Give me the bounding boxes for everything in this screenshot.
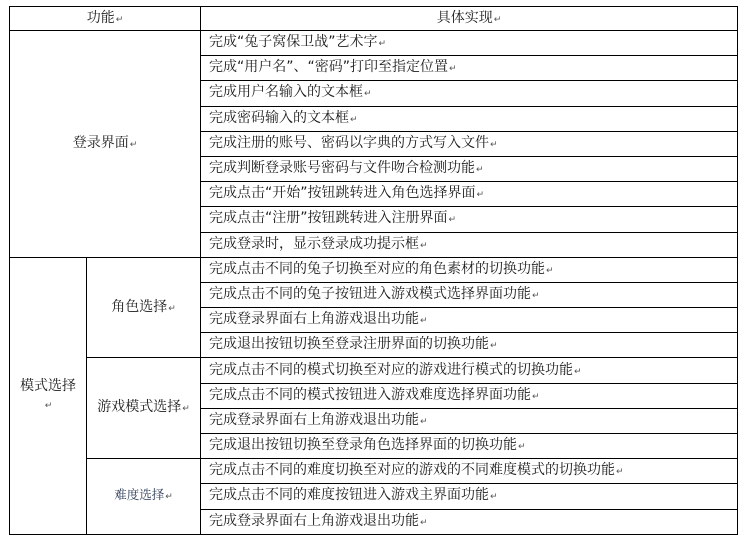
paragraph-mark: ↵ [546,265,554,276]
paragraph-mark: ↵ [493,14,502,25]
subsection-label [87,459,201,535]
implementation-item-text: 完成“用户名”、“密码”打印至指定位置 [209,59,449,76]
table-row [10,257,738,282]
implementation-item [201,106,738,131]
table-row [10,459,738,484]
paragraph-mark: ↵ [378,39,387,50]
implementation-item-text: 完成点击不同的模式按钮进入游戏难度选择界面功能 [209,386,532,403]
implementation-item-text: 完成登录界面右上角游戏退出功能 [209,311,420,328]
paragraph-mark: ↵ [476,190,485,201]
paragraph-mark: ↵ [490,492,498,503]
table-row [10,7,738,31]
implementation-item-text: 完成登录界面右上角游戏退出功能 [209,411,420,428]
implementation-item [201,358,738,383]
implementation-item [201,509,738,534]
header-function-text: 功能 [86,9,115,26]
implementation-item-text: 完成判断登录账号密码与文件吻合检测功能 [209,160,476,177]
table-row [10,358,738,383]
paragraph-mark: ↵ [364,89,372,100]
paragraph-mark: ↵ [182,404,190,415]
table-body [10,7,738,535]
feature-table [9,6,738,535]
implementation-item [201,434,738,459]
implementation-item-text: 完成登录时，显示登录成功提示框 [209,235,420,252]
implementation-item [201,156,738,181]
implementation-item-text: 完成点击不同的兔子按钮进入游戏模式选择界面功能 [209,285,532,302]
subsection-label [87,257,201,358]
subsection-label-text: 难度选择 [114,487,165,503]
paragraph-mark: ↵ [420,517,428,528]
implementation-item [201,207,738,232]
header-function [10,7,201,31]
paragraph-mark: ↵ [448,215,457,226]
paragraph-mark: ↵ [616,467,624,478]
implementation-item [201,257,738,282]
paragraph-mark: ↵ [420,240,428,251]
subsection-label-text: 角色选择 [111,298,168,315]
paragraph-mark: ↵ [44,400,53,411]
paragraph-mark: ↵ [490,341,498,352]
section-login-label-text: 登录界面 [72,134,129,151]
subsection-label [87,358,201,459]
implementation-item-text: 完成点击不同的兔子切换至对应的角色素材的切换功能 [209,260,546,277]
implementation-item-text: 完成点击“开始”按钮跳转进入角色选择界面 [209,185,476,202]
header-implementation-text: 具体实现 [436,9,493,26]
implementation-item-text: 完成退出按钮切换至登录注册界面的切换功能 [209,336,490,353]
implementation-item [201,182,738,207]
paragraph-mark: ↵ [420,416,428,427]
paragraph-mark: ↵ [449,64,457,75]
paragraph-mark: ↵ [129,139,138,150]
paragraph-mark: ↵ [490,139,498,150]
paragraph-mark: ↵ [420,316,428,327]
implementation-item-text: 完成点击不同的难度按钮进入游戏主界面功能 [209,487,490,504]
paragraph-mark: ↵ [165,492,173,503]
header-implementation [201,7,738,31]
implementation-item-text: 完成点击不同的难度切换至对应的游戏的不同难度模式的切换功能 [209,462,616,479]
implementation-item-text: 完成用户名输入的文本框 [209,84,364,101]
implementation-item [201,383,738,408]
implementation-item-text: 完成密码输入的文本框 [209,109,350,126]
implementation-item [201,31,738,56]
section-mode-label [10,257,87,534]
implementation-item [201,459,738,484]
implementation-item [201,56,738,81]
implementation-item [201,484,738,509]
table-row [10,31,738,56]
paragraph-mark: ↵ [532,391,540,402]
implementation-item [201,282,738,307]
implementation-item-text: 完成退出按钮切换至登录角色选择界面的切换功能 [209,437,518,454]
paragraph-mark: ↵ [518,442,526,453]
paragraph-mark: ↵ [574,366,582,377]
implementation-item [201,333,738,358]
implementation-item [201,232,738,257]
implementation-item-text: 完成点击“注册”按钮跳转进入注册界面 [209,210,448,227]
implementation-item [201,81,738,106]
implementation-item [201,408,738,433]
paragraph-mark: ↵ [532,290,540,301]
implementation-item [201,308,738,333]
implementation-item-text: 完成登录界面右上角游戏退出功能 [209,512,420,529]
paragraph-mark: ↵ [168,303,176,314]
subsection-label-text: 游戏模式选择 [97,399,182,416]
paragraph-mark: ↵ [115,14,124,25]
implementation-item [201,131,738,156]
implementation-item-text: 完成点击不同的模式切换至对应的游戏进行模式的切换功能 [209,361,574,378]
implementation-item-text: 完成“兔子窝保卫战”艺术字 [209,34,378,51]
section-login-label [10,31,201,258]
implementation-item-text: 完成注册的账号、密码以字典的方式写入文件 [209,134,490,151]
paragraph-mark: ↵ [476,165,484,176]
section-mode-label-text: 模式选择 [20,377,76,394]
paragraph-mark: ↵ [350,114,358,125]
